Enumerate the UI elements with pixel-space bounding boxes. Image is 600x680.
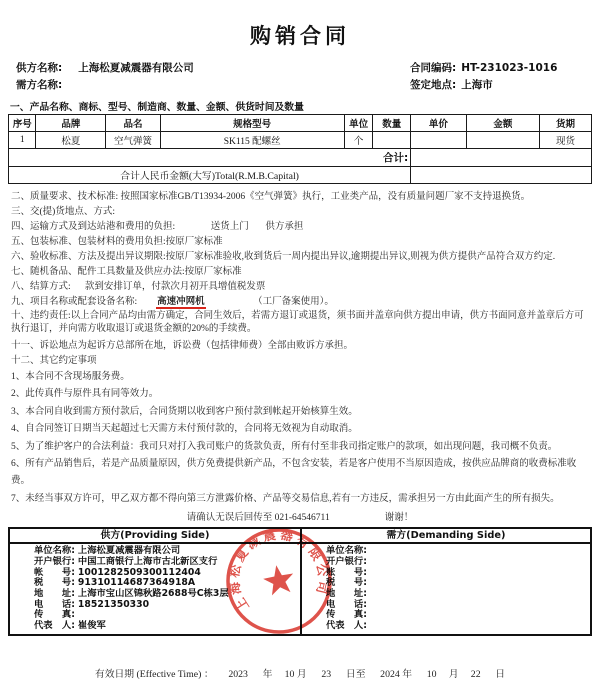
col-header-price: 单价 bbox=[411, 115, 466, 132]
seal-company-text: 上海松夏减震器有限公司 bbox=[226, 526, 332, 615]
clause-3: 三、交(提)货地点、方式: bbox=[11, 207, 115, 217]
product-table-row bbox=[9, 132, 592, 149]
supplier-panel bbox=[10, 529, 300, 634]
clause-6: 六、验收标准、方法及提出异议期限:按原厂家标准验收,收到货后一周内提出异议,逾期提出异议,则视为供方提供产品符合双方约定. bbox=[11, 252, 556, 262]
supplier-phone-value: 18521350330 bbox=[77, 598, 150, 610]
contract-no-value: HT-231023-1016 bbox=[461, 62, 558, 74]
section-1-title: 一、产品名称、商标、型号、制造商、数量、金额、供货时间及数量 bbox=[10, 102, 304, 113]
col-header-spec: 规格型号 bbox=[160, 115, 344, 132]
confirm-return-line bbox=[8, 509, 592, 523]
contract-no-label: 合同编码: bbox=[410, 62, 457, 74]
demander-fax-label: 传 真: bbox=[326, 609, 367, 621]
cell-brand: 松夏 bbox=[36, 132, 106, 149]
parties-info-table bbox=[8, 527, 592, 636]
product-table-total-row bbox=[9, 149, 592, 167]
total-label: 合计: bbox=[9, 149, 411, 167]
product-table-capital-row bbox=[9, 167, 592, 184]
demander-panel bbox=[300, 529, 590, 634]
demander-name-label: 需方名称: bbox=[16, 79, 63, 91]
supplier-address-label: 地 址: bbox=[34, 588, 75, 600]
sign-place-value: 上海市 bbox=[461, 79, 493, 91]
clause-12-item-6: 6、所有产品销售后，若是产品质量原因，供方免费提供新产品，不包含安装，若是客户使用不当原因造成，按供应品牌商的收费标准收费。 bbox=[11, 459, 577, 487]
clause-8: 八、结算方式: 款到安排订单，付款次月初开具增值税发票 bbox=[11, 282, 266, 292]
demander-company-label: 单位名称: bbox=[326, 545, 367, 557]
product-table-header-row bbox=[9, 115, 592, 132]
supplier-account-value: 1001282509300112404 bbox=[77, 566, 201, 578]
col-header-amount: 金额 bbox=[466, 115, 539, 132]
supplier-representative-value: 崔俊军 bbox=[77, 620, 106, 632]
effective-date-line: 有效日期 (Effective Time) ： 2023 年 10 月 23 日至 2024 年 10 月 22 日 bbox=[94, 668, 506, 680]
cell-name: 空气弹簧 bbox=[106, 132, 160, 149]
cell-price bbox=[411, 132, 466, 149]
supplier-bank-label: 开户银行: bbox=[34, 555, 75, 567]
supplier-representative-label: 代表 人: bbox=[34, 620, 75, 632]
clause-12-item-2: 2、此传真件与原件具有同等效力。 bbox=[11, 389, 159, 400]
demander-account-label: 账 号: bbox=[326, 566, 367, 578]
page-title: 购销合同 bbox=[250, 24, 350, 48]
clause-9-suffix: （工厂备案使用）。 bbox=[205, 297, 334, 307]
clause-12-item-4: 4、自合同签订日期当天起超过七天需方未付预付款的，合同将无效视为自动取消。 bbox=[11, 424, 358, 435]
clause-12-item-7: 7、未经当事双方许可，甲乙双方都不得向第三方泄露价格、产品等交易信息,若有一方违反，需承担另一方由此面产生的所有损失。 bbox=[11, 493, 560, 504]
demander-representative-row bbox=[326, 621, 590, 632]
clause-5: 五、包装标准、包装材料的费用负担:按原厂家标准 bbox=[11, 237, 223, 247]
clause-12-item-3: 3、本合同自收到需方预付款后，合同货期以收到客户预付款到帐起开始核算生效。 bbox=[11, 406, 358, 417]
supplier-tax-value: 91310114687364918A bbox=[77, 577, 196, 589]
supplier-company-label: 单位名称: bbox=[34, 545, 75, 557]
demander-tax-label: 税 号: bbox=[326, 577, 367, 589]
clause-7: 七、随机备品、配件工具数量及供应办法:按原厂家标准 bbox=[11, 267, 242, 277]
total-value-cell bbox=[411, 149, 592, 167]
supplier-representative-row bbox=[34, 621, 300, 632]
header-row-2 bbox=[8, 77, 592, 94]
col-header-delivery: 货期 bbox=[540, 115, 592, 132]
header-row-1 bbox=[8, 60, 592, 77]
clause-12-items bbox=[11, 369, 592, 508]
thanks-text: 谢谢！ bbox=[384, 513, 414, 524]
capital-amount-value-cell bbox=[411, 167, 592, 184]
cell-seq: 1 bbox=[9, 132, 36, 149]
clause-12: 十二、其它约定事项 bbox=[11, 356, 97, 366]
cell-unit: 个 bbox=[344, 132, 373, 149]
clause-4: 四、运输方式及到达站港和费用的负担: 送货上门 供方承担 bbox=[11, 222, 304, 232]
supplier-tax-label: 税 号: bbox=[34, 577, 75, 589]
clause-12-item-5: 5、为了维护客户的合法利益：我司只对打入我司账户的货款负责，所有付至非我司指定账户的款项，如出现问题，我司概不负责。 bbox=[11, 441, 558, 452]
supplier-account-label: 帐 号: bbox=[34, 566, 75, 578]
clause-9 bbox=[11, 295, 592, 310]
contract-clauses bbox=[8, 190, 592, 508]
col-header-name: 品名 bbox=[106, 115, 160, 132]
confirm-fax-text: 请确认无误后回传至 021-64546711 bbox=[186, 513, 330, 524]
cell-delivery: 现货 bbox=[540, 132, 592, 149]
clause-9-equipment-name: 高速冲网机 bbox=[157, 297, 205, 307]
supplier-fax-label: 传 真: bbox=[34, 609, 75, 621]
col-header-qty: 数量 bbox=[373, 115, 411, 132]
col-header-seq: 序号 bbox=[9, 115, 36, 132]
clause-2: 二、质量要求、技术标准: 按照国家标准GB/T13934-2006《空气弹簧》执行，工业类产品，没有质量问题厂家不支持退换货。 bbox=[11, 192, 531, 202]
clause-11: 十一、诉讼地点为起诉方总部所在地，诉讼费（包括律师费）全部由败诉方承担。 bbox=[11, 341, 354, 351]
cell-qty bbox=[373, 132, 411, 149]
demander-address-label: 地 址: bbox=[326, 588, 367, 600]
demander-bank-label: 开户银行: bbox=[326, 555, 367, 567]
product-table bbox=[8, 114, 592, 184]
clause-12-item-1: 1、本合同不含现场服务费。 bbox=[11, 372, 130, 382]
demander-phone-label: 电 话: bbox=[326, 598, 367, 610]
supplier-company-value: 上海松夏减震器有限公司 bbox=[77, 545, 181, 557]
cell-amount bbox=[466, 132, 539, 149]
cell-spec: SK115 配螺丝 bbox=[160, 132, 344, 149]
sign-place-label: 签定地点: bbox=[410, 79, 457, 91]
capital-amount-label: 合计人民币金额(大写)Total(R.M.B.Capital) bbox=[9, 167, 411, 184]
supplier-address-value: 上海市宝山区锦秋路2688号C栋3层 bbox=[77, 588, 229, 600]
supplier-bank-value: 中国工商银行上海市古北新区支行 bbox=[77, 555, 218, 567]
supplier-name-label: 供方名称: bbox=[16, 62, 63, 74]
clause-9-prefix: 九、项目名称或配套设备名称: bbox=[11, 297, 157, 307]
supplier-panel-header: 供方(Providing Side) bbox=[10, 529, 300, 544]
supplier-name-value: 上海松夏减震器有限公司 bbox=[78, 62, 194, 74]
col-header-brand: 品牌 bbox=[36, 115, 106, 132]
demander-panel-header: 需方(Demanding Side) bbox=[302, 529, 590, 544]
demander-representative-label: 代表 人: bbox=[326, 620, 367, 632]
supplier-phone-label: 电 话: bbox=[34, 598, 75, 610]
contract-header bbox=[8, 60, 592, 94]
clause-10: 十、违约责任:以上合同产品均由需方确定，合同生效后，若需方退订或退货，须书面并盖章向供方提出申请，供方书面同意并盖章后方可执行退订，并向需方收取退订或退货金额的20%的手续费。 bbox=[11, 311, 584, 334]
col-header-unit: 单位 bbox=[344, 115, 373, 132]
